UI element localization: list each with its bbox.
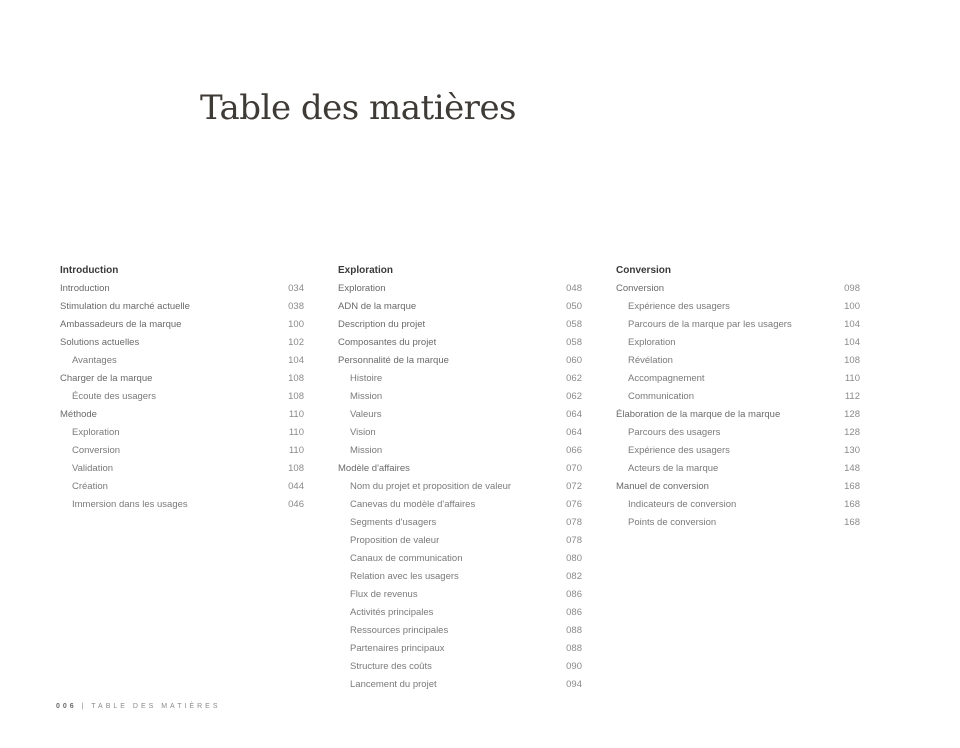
toc-entry[interactable]	[616, 334, 860, 352]
toc-entry[interactable]	[616, 514, 860, 532]
toc-entry-page: 168	[844, 481, 860, 492]
toc-column-conversion	[616, 262, 860, 532]
toc-entry-page: 078	[566, 535, 582, 546]
toc-entry-page: 062	[566, 391, 582, 402]
footer-separator: |	[81, 703, 92, 710]
toc-entry[interactable]	[60, 280, 304, 298]
toc-entry[interactable]	[338, 622, 582, 640]
toc-entry-page: 100	[288, 319, 304, 330]
toc-entry-page: 130	[844, 445, 860, 456]
toc-entry[interactable]	[338, 460, 582, 478]
toc-entry-label: Solutions actuelles	[60, 337, 140, 348]
toc-entry-label: Partenaires principaux	[350, 643, 445, 654]
toc-entry-label: Écoute des usagers	[72, 391, 156, 402]
toc-entry-label: Description du projet	[338, 319, 426, 330]
toc-entry-page: 108	[288, 391, 304, 402]
toc-entry-page: 100	[844, 301, 860, 312]
toc-entry-page: 076	[566, 499, 582, 510]
toc-entry[interactable]	[60, 478, 304, 496]
toc-entry-page: 098	[844, 283, 860, 294]
toc-entry-label: Exploration	[628, 337, 676, 348]
toc-entry-label: Composantes du projet	[338, 337, 437, 348]
toc-entry-page: 128	[844, 427, 860, 438]
toc-entry[interactable]	[338, 514, 582, 532]
toc-entry[interactable]	[60, 298, 304, 316]
toc-entry[interactable]	[338, 532, 582, 550]
toc-column-introduction	[60, 262, 304, 514]
toc-entry-label: Segments d'usagers	[350, 517, 437, 528]
toc-entry-label: Valeurs	[350, 409, 382, 420]
toc-entry[interactable]	[60, 406, 304, 424]
toc-entry-label: Conversion	[72, 445, 121, 456]
toc-entry[interactable]	[616, 406, 860, 424]
toc-entry[interactable]	[616, 298, 860, 316]
toc-entry-label: Exploration	[72, 427, 120, 438]
toc-entry[interactable]	[338, 316, 582, 334]
toc-entry[interactable]	[338, 478, 582, 496]
toc-list	[60, 280, 304, 514]
toc-entry-label: Mission	[350, 445, 383, 456]
toc-entry[interactable]	[338, 334, 582, 352]
toc-entry-page: 108	[288, 463, 304, 474]
toc-entry-page: 086	[566, 607, 582, 618]
toc-entry[interactable]	[60, 460, 304, 478]
toc-section-heading: Conversion	[616, 265, 672, 276]
toc-entry-page: 086	[566, 589, 582, 600]
toc-entry-page: 110	[288, 427, 304, 438]
toc-entry[interactable]	[338, 298, 582, 316]
toc-entry-label: Canaux de communication	[350, 553, 463, 564]
toc-entry[interactable]	[616, 496, 860, 514]
toc-entry[interactable]	[616, 388, 860, 406]
toc-entry[interactable]	[616, 424, 860, 442]
toc-entry-label: Révélation	[628, 355, 673, 366]
toc-entry-label: Immersion dans les usages	[72, 499, 188, 510]
toc-entry-label: Lancement du projet	[350, 679, 437, 690]
toc-entry-page: 064	[566, 427, 582, 438]
toc-entry[interactable]	[338, 658, 582, 676]
toc-entry[interactable]	[338, 280, 582, 298]
toc-entry-page: 168	[844, 517, 860, 528]
toc-entry[interactable]	[60, 334, 304, 352]
toc-entry-label: Validation	[72, 463, 114, 474]
toc-entry[interactable]	[60, 424, 304, 442]
toc-entry-page: 104	[844, 319, 860, 330]
toc-entry-page: 110	[288, 445, 304, 456]
toc-entry-page: 088	[566, 625, 582, 636]
toc-entry-page: 044	[288, 481, 304, 492]
toc-entry-label: Expérience des usagers	[628, 301, 730, 312]
toc-entry[interactable]	[60, 370, 304, 388]
toc-entry[interactable]	[338, 442, 582, 460]
toc-entry-page: 108	[288, 373, 304, 384]
page-title: Table des matières	[200, 88, 517, 128]
toc-entry-label: Accompagnement	[628, 373, 705, 384]
toc-entry-label: Communication	[628, 391, 694, 402]
toc-entry-page: 112	[844, 391, 860, 402]
toc-entry-page: 102	[288, 337, 304, 348]
toc-entry-page: 070	[566, 463, 582, 474]
toc-entry[interactable]	[616, 352, 860, 370]
toc-entry[interactable]	[60, 442, 304, 460]
toc-entry[interactable]	[338, 586, 582, 604]
toc-entry-label: ADN de la marque	[338, 301, 417, 312]
toc-entry-label: Personnalité de la marque	[338, 355, 449, 366]
toc-entry-label: Conversion	[616, 283, 665, 294]
toc-entry[interactable]	[616, 478, 860, 496]
toc-entry-label: Proposition de valeur	[350, 535, 440, 546]
toc-entry-page: 050	[566, 301, 582, 312]
toc-entry-page: 110	[288, 409, 304, 420]
toc-entry[interactable]	[338, 568, 582, 586]
toc-entry-page: 148	[844, 463, 860, 474]
toc-entry[interactable]	[60, 496, 304, 514]
toc-entry[interactable]	[338, 424, 582, 442]
toc-entry-label: Canevas du modèle d'affaires	[350, 499, 476, 510]
toc-entry-page: 072	[566, 481, 582, 492]
toc-entry-page: 128	[844, 409, 860, 420]
toc-entry-page: 104	[844, 337, 860, 348]
toc-entry-label: Méthode	[60, 409, 97, 420]
toc-entry-label: Points de conversion	[628, 517, 717, 528]
toc-list	[616, 280, 860, 532]
toc-entry-label: Mission	[350, 391, 383, 402]
toc-entry-page: 038	[288, 301, 304, 312]
toc-entry-page: 046	[288, 499, 304, 510]
toc-entry-label: Manuel de conversion	[616, 481, 709, 492]
toc-entry-label: Ressources principales	[350, 625, 449, 636]
toc-entry-page: 168	[844, 499, 860, 510]
toc-entry-label: Activités principales	[350, 607, 434, 618]
toc-entry-label: Élaboration de la marque de la marque	[616, 409, 781, 420]
toc-entry-page: 078	[566, 517, 582, 528]
toc-entry-label: Introduction	[60, 283, 110, 294]
toc-entry-label: Parcours des usagers	[628, 427, 721, 438]
toc-entry[interactable]	[60, 388, 304, 406]
toc-entry-label: Ambassadeurs de la marque	[60, 319, 182, 330]
toc-entry[interactable]	[338, 640, 582, 658]
toc-entry-label: Nom du projet et proposition de valeur	[350, 481, 512, 492]
toc-entry-page: 088	[566, 643, 582, 654]
toc-entry-page: 066	[566, 445, 582, 456]
toc-entry[interactable]	[338, 352, 582, 370]
toc-entry[interactable]	[338, 676, 582, 694]
toc-entry-page: 060	[566, 355, 582, 366]
toc-entry-label: Stimulation du marché actuelle	[60, 301, 190, 312]
toc-entry[interactable]	[60, 316, 304, 334]
toc-entry-page: 082	[566, 571, 582, 582]
page-footer	[56, 703, 220, 710]
toc-entry-label: Indicateurs de conversion	[628, 499, 737, 510]
toc-entry-page: 104	[288, 355, 304, 366]
toc-entry-page: 108	[844, 355, 860, 366]
toc-entry-label: Exploration	[338, 283, 386, 294]
toc-entry-label: Parcours de la marque par les usagers	[628, 319, 792, 330]
toc-entry-label: Création	[72, 481, 108, 492]
toc-entry-page: 048	[566, 283, 582, 294]
toc-entry-page: 090	[566, 661, 582, 672]
toc-entry-label: Relation avec les usagers	[350, 571, 459, 582]
toc-column-exploration	[338, 262, 582, 694]
toc-entry-label: Acteurs de la marque	[628, 463, 719, 474]
toc-entry[interactable]	[338, 406, 582, 424]
toc-section-heading: Introduction	[60, 265, 119, 276]
page-number: 006	[56, 703, 77, 710]
toc-entry[interactable]	[616, 370, 860, 388]
toc-entry[interactable]	[60, 352, 304, 370]
toc-entry-label: Charger de la marque	[60, 373, 153, 384]
toc-entry-label: Flux de revenus	[350, 589, 418, 600]
toc-entry-page: 034	[288, 283, 304, 294]
toc-entry-label: Expérience des usagers	[628, 445, 730, 456]
toc-entry-label: Modèle d'affaires	[338, 463, 410, 474]
toc-entry-page: 080	[566, 553, 582, 564]
toc-entry[interactable]	[338, 604, 582, 622]
toc-entry[interactable]	[338, 550, 582, 568]
toc-entry-page: 064	[566, 409, 582, 420]
footer-section-title: TABLE DES MATIÈRES	[91, 703, 221, 710]
toc-entry[interactable]	[338, 388, 582, 406]
toc-entry[interactable]	[616, 460, 860, 478]
toc-entry[interactable]	[338, 496, 582, 514]
toc-section-heading: Exploration	[338, 265, 394, 276]
toc-entry-label: Structure des coûts	[350, 661, 432, 672]
toc-entry[interactable]	[338, 370, 582, 388]
toc-entry-page: 062	[566, 373, 582, 384]
toc-entry-page: 058	[566, 337, 582, 348]
toc-entry[interactable]	[616, 316, 860, 334]
toc-entry[interactable]	[616, 442, 860, 460]
toc-entry[interactable]	[616, 280, 860, 298]
toc-entry-page: 058	[566, 319, 582, 330]
toc-entry-page: 110	[844, 373, 860, 384]
toc-list	[338, 280, 582, 694]
toc-entry-label: Avantages	[72, 355, 117, 366]
toc-entry-label: Vision	[350, 427, 376, 438]
toc-entry-label: Histoire	[350, 373, 383, 384]
toc-entry-page: 094	[566, 679, 582, 690]
